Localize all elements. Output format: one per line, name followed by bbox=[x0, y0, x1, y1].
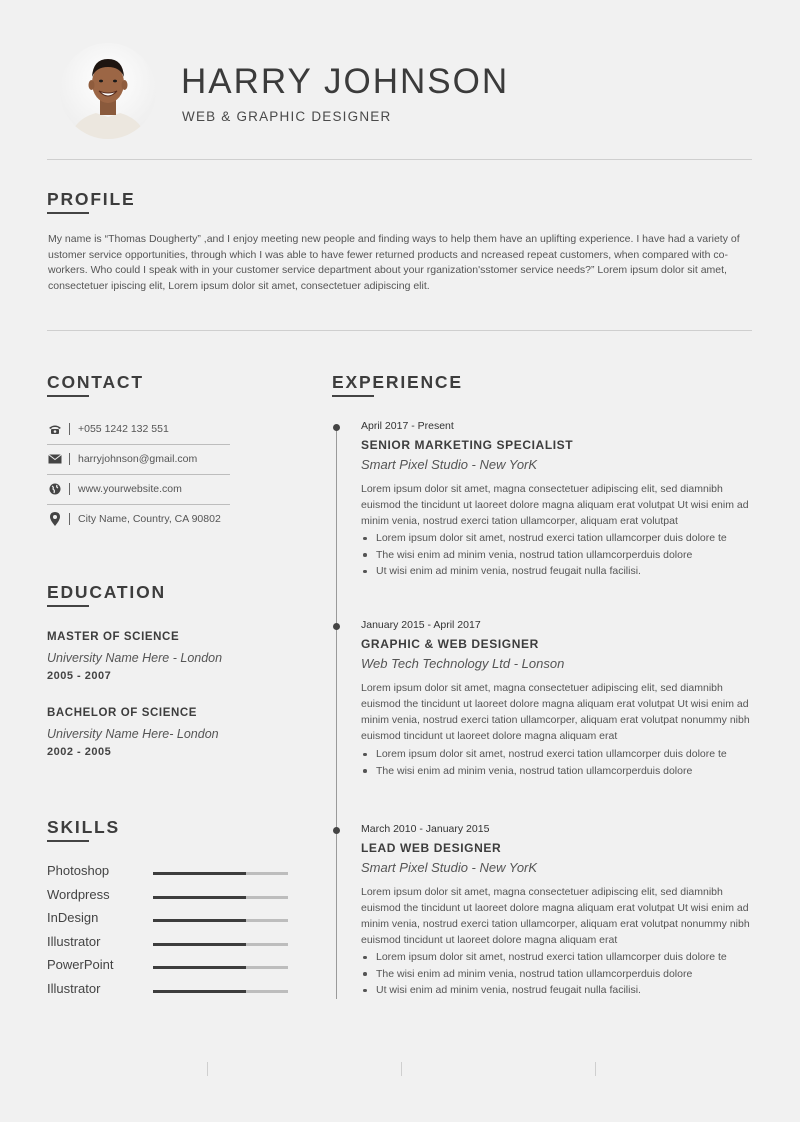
experience-bullet: Lorem ipsum dolor sit amet, nostrud exerci tation ullamcorper duis dolore te bbox=[361, 530, 756, 547]
footer-divider bbox=[401, 1062, 402, 1076]
education-heading: EDUCATION bbox=[47, 582, 166, 602]
experience-bullet: Lorem ipsum dolor sit amet, nostrud exerci tation ullamcorper duis dolore te bbox=[361, 949, 756, 966]
education-years: 2002 - 2005 bbox=[47, 746, 112, 758]
skills-heading: SKILLS bbox=[47, 817, 121, 837]
skill-name: InDesign bbox=[47, 910, 99, 925]
contact-heading-underline bbox=[47, 395, 89, 397]
timeline-dot bbox=[333, 623, 340, 630]
skill-bar-fill bbox=[153, 919, 246, 922]
experience-bullet: Ut wisi enim ad minim venia, nostrud feugait nulla facilisi. bbox=[361, 982, 756, 999]
experience-company: Smart Pixel Studio - New YorK bbox=[361, 860, 538, 875]
contact-email-row bbox=[47, 444, 230, 475]
skill-name: Illustrator bbox=[47, 981, 101, 996]
experience-heading-underline bbox=[332, 395, 374, 397]
experience-role: SENIOR MARKETING SPECIALIST bbox=[361, 438, 574, 452]
timeline-dot bbox=[333, 827, 340, 834]
contact-separator bbox=[69, 483, 70, 495]
experience-description: Lorem ipsum dolor sit amet, magna consectetuer adipiscing elit, sed diamnibh euismod the tincidunt ut laoreet dolore magna aliquam erat volutpat Ut wisi enim ad minim venia, nostrud exerci tation ullamcorper, aliquam erat volutpat bbox=[361, 483, 749, 527]
experience-bullet: The wisi enim ad minim venia, nostrud tation ullamcorperduis dolore bbox=[361, 547, 756, 564]
skill-bar-fill bbox=[153, 896, 246, 899]
skill-bar bbox=[153, 896, 288, 899]
skill-bar bbox=[153, 990, 288, 993]
job-title: WEB & GRAPHIC DESIGNER bbox=[182, 109, 392, 124]
skill-bar-fill bbox=[153, 966, 246, 969]
skill-name: PowerPoint bbox=[47, 957, 114, 972]
experience-company: Smart Pixel Studio - New YorK bbox=[361, 457, 538, 472]
contact-website-row bbox=[47, 474, 230, 505]
experience-role: LEAD WEB DESIGNER bbox=[361, 841, 502, 855]
experience-date: April 2017 - Present bbox=[361, 420, 454, 432]
skill-bar bbox=[153, 966, 288, 969]
skill-name: Photoshop bbox=[47, 863, 110, 878]
contact-heading: CONTACT bbox=[47, 372, 144, 392]
experience-role: GRAPHIC & WEB DESIGNER bbox=[361, 637, 539, 651]
contact-phone[interactable]: +055 1242 132 551 bbox=[78, 423, 169, 435]
experience-bullets bbox=[361, 530, 756, 580]
contact-website[interactable]: www.yourwebsite.com bbox=[78, 483, 182, 495]
education-school: University Name Here- London bbox=[47, 727, 219, 741]
contact-address: City Name, Country, CA 90802 bbox=[78, 513, 221, 525]
profile-heading: PROFILE bbox=[47, 189, 136, 209]
experience-bullet: Ut wisi enim ad minim venia, nostrud feugait nulla facilisi. bbox=[361, 563, 756, 580]
contact-separator bbox=[69, 513, 70, 525]
education-degree: BACHELOR OF SCIENCE bbox=[47, 707, 198, 719]
profile-text: My name is “Thomas Dougherty” ,and I enjoy meeting new people and finding ways to help them have an uplifting experience. I have had a variety of ustomer service opportunities, through which I was able to have fewer returned products and ncreased repeat customers, when compared with co-workers. Who could I speak with in your customer service department about your rganization'sstomer service needs?” Lorem ipsum dolor sit amet, consectetuer ipiscing elit, Lorem ipsum dolor sit amet, consectetuer adipiscing elit. bbox=[48, 233, 740, 292]
experience-bullet: The wisi enim ad minim venia, nostrud tation ullamcorperduis dolore bbox=[361, 763, 756, 780]
experience-bullet: The wisi enim ad minim venia, nostrud tation ullamcorperduis dolore bbox=[361, 966, 756, 983]
skill-bar-fill bbox=[153, 872, 246, 875]
location-pin-icon bbox=[47, 512, 63, 526]
contact-email[interactable]: harryjohnson@gmail.com bbox=[78, 453, 198, 465]
experience-company: Web Tech Technology Ltd - Lonson bbox=[361, 656, 565, 671]
phone-icon bbox=[47, 422, 63, 436]
skill-bar-fill bbox=[153, 943, 246, 946]
skill-bar bbox=[153, 943, 288, 946]
education-school: University Name Here - London bbox=[47, 651, 223, 665]
experience-bullets bbox=[361, 746, 756, 779]
contact-phone-row bbox=[47, 414, 230, 445]
avatar bbox=[60, 43, 156, 139]
experience-bullets bbox=[361, 949, 756, 999]
contact-separator bbox=[69, 453, 70, 465]
profile-divider bbox=[47, 330, 752, 331]
experience-bullet: Lorem ipsum dolor sit amet, nostrud exerci tation ullamcorper duis dolore te bbox=[361, 746, 756, 763]
timeline-dot bbox=[333, 424, 340, 431]
contact-separator bbox=[69, 423, 70, 435]
skill-bar bbox=[153, 919, 288, 922]
experience-description: Lorem ipsum dolor sit amet, magna consectetuer adipiscing elit, sed diamnibh euismod the tincidunt ut laoreet dolore magna aliquam erat volutpat Ut wisi enim ad minim venia, nostrud exerci tation ullamcorper, aliquam erat volutpat nonummy nibh euismod tincidunt ut laoreet dolore magna aliquam erat bbox=[361, 886, 750, 946]
header-divider bbox=[47, 159, 752, 160]
education-years: 2005 - 2007 bbox=[47, 670, 112, 682]
skill-bar bbox=[153, 872, 288, 875]
experience-heading: EXPERIENCE bbox=[332, 372, 463, 392]
envelope-icon bbox=[47, 452, 63, 466]
experience-description: Lorem ipsum dolor sit amet, magna consectetuer adipiscing elit, sed diamnibh euismod the tincidunt ut laoreet dolore magna aliquam erat volutpat Ut wisi enim ad minim venia, nostrud exerci tation ullamcorper, aliquam erat volutpat nonummy nibh euismod tincidunt ut laoreet dolore magna aliquam erat bbox=[361, 682, 750, 742]
skill-bar-fill bbox=[153, 990, 246, 993]
skill-name: Wordpress bbox=[47, 887, 110, 902]
education-heading-underline bbox=[47, 605, 89, 607]
globe-icon bbox=[47, 482, 63, 496]
experience-date: January 2015 - April 2017 bbox=[361, 619, 481, 631]
skills-heading-underline bbox=[47, 840, 89, 842]
timeline-line bbox=[336, 427, 337, 999]
contact-address-row bbox=[47, 504, 230, 534]
footer-divider bbox=[207, 1062, 208, 1076]
skill-name: Illustrator bbox=[47, 934, 101, 949]
experience-date: March 2010 - January 2015 bbox=[361, 823, 490, 835]
profile-heading-underline bbox=[47, 212, 89, 214]
footer-divider bbox=[595, 1062, 596, 1076]
education-degree: MASTER OF SCIENCE bbox=[47, 631, 180, 643]
candidate-name: HARRY JOHNSON bbox=[181, 62, 510, 101]
